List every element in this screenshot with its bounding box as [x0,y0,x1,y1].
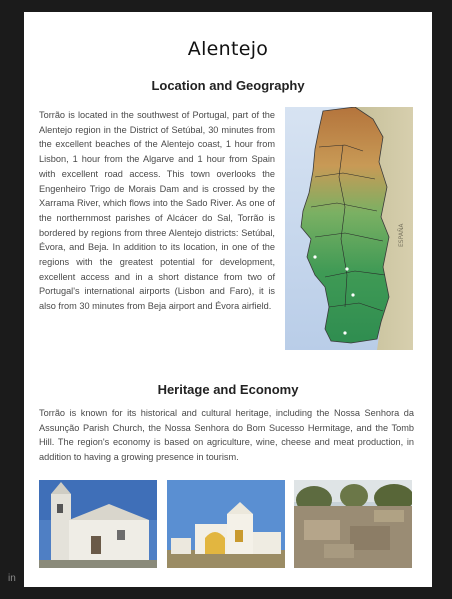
parish-church-photo [39,480,157,568]
location-heading: Location and Geography [151,78,305,93]
tomb-hill-photo [294,480,412,568]
page-title: Alentejo [187,38,269,60]
heritage-heading: Heritage and Economy [157,382,299,397]
watermark-text: in [8,573,16,584]
document-page [24,12,432,587]
map-side-label: ESPAÑA [398,223,405,247]
location-paragraph: Torrão is located in the southwest of Portugal, part of the Alentejo region in the District of Setúbal, 30 minutes from the excellent beaches of the Alentejo coast, 1 hour from Lisbon, 1 hour from the Algarve and 1 hour from Spain with excellent road access. This town overlooks the Engenheiro Trigo de Morais Dam and is crossed by the Xarrama River, which flows into the Sado River. As one of the northernmost parishes of Alcácer do Sal, Torrão is bordered by regions from three Alentejo districts: Setúbal, Évora, and Beja. In addition to its location, in one of the regions with the greatest potential for development, excellent access and in a short distance from two of Portugal's international airports (Lisbon and Faro), it is also from 30 minutes from Beja airport and Évora airfield. [39,110,275,312]
portugal-relief-map [285,107,413,350]
heritage-paragraph: Torrão is known for its historical and cultural heritage, including the Nossa Senhora da Assunção Parish Church, the Nossa Senhora do Bom Sucesso Hermitage, and the Tomb Hill. The region's economy is based on agriculture, wine, cheese and meat production, in addition to having a growing presence in tourism. [39,408,414,463]
hermitage-photo [167,480,285,568]
